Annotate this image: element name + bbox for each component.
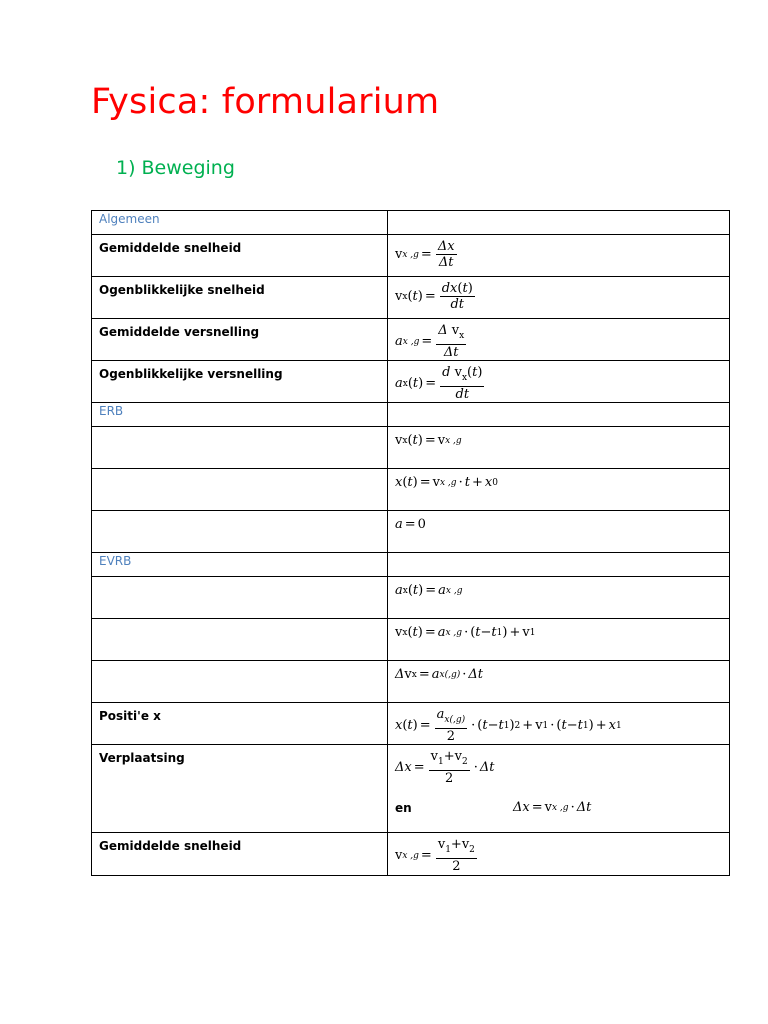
table-row (92, 833, 730, 876)
formula-cell (388, 511, 730, 553)
group-header-evrb: EVRB (92, 553, 388, 577)
formula-cell (388, 469, 730, 511)
section-number: 1) (116, 157, 136, 179)
page-title: Fysica: formularium (91, 82, 440, 122)
formula-evrb-delta-velocity: Δ v x = a x(,g) · Δt (395, 667, 483, 682)
table-row (92, 319, 730, 361)
row-label (92, 511, 388, 553)
formula-evrb-position: x ( t ) = $\frac{a_{x(,g)}}{2}$ · ( t − t 1 ) 2 + v 1 · ( t − t 1 ) + x 1 (395, 707, 622, 744)
table-row (92, 745, 730, 833)
row-label: Verplaatsing (92, 745, 388, 833)
table-row (92, 361, 730, 403)
table-row (92, 703, 730, 745)
row-label (92, 619, 388, 661)
formula-evrb-acceleration: a x ( t ) = a x ,g (395, 583, 463, 598)
formula-cell (388, 703, 730, 745)
formula-cell (388, 403, 730, 427)
table-row (92, 211, 730, 235)
table-row (92, 427, 730, 469)
en-label: en (395, 800, 412, 815)
section-label: Beweging (141, 157, 235, 179)
table-row (92, 511, 730, 553)
formula-cell (388, 427, 730, 469)
formula-instant-velocity: v x ( t ) = $\frac{dx(t)}{dt}$ (395, 281, 473, 312)
table-row (92, 553, 730, 577)
row-label (92, 577, 388, 619)
formula-cell (388, 235, 730, 277)
formula-erb-acceleration: a = 0 (395, 517, 426, 532)
formula-cell (388, 661, 730, 703)
row-label: Positi'e x (92, 703, 388, 745)
formula-cell (388, 833, 730, 876)
formula-cell (388, 577, 730, 619)
formula-average-velocity: v x ,g = $\frac{\Delta x}{\Delta t}$ (395, 239, 455, 270)
table-row (92, 661, 730, 703)
section-heading (116, 157, 235, 179)
formula-cell (388, 619, 730, 661)
formula-cell (388, 553, 730, 577)
row-label (92, 427, 388, 469)
formula-cell (388, 211, 730, 235)
table-row (92, 235, 730, 277)
formula-instant-acceleration: a x ( t ) = $\frac{d v_x(t)}{dt}$ (395, 365, 483, 402)
row-label: Gemiddelde snelheid (92, 235, 388, 277)
formula-cell (388, 361, 730, 403)
row-label: Ogenblikkelijke versnelling (92, 361, 388, 403)
formula-evrb-velocity: v x ( t ) = a x ,g · ( t − t 1 ) + v 1 (395, 625, 536, 640)
group-header-erb: ERB (92, 403, 388, 427)
row-label (92, 661, 388, 703)
alternate-formula-row (395, 800, 729, 815)
row-label: Gemiddelde versnelling (92, 319, 388, 361)
formula-average-acceleration: a x ,g = $\frac{\Delta v_x}{\Delta t}$ (395, 323, 465, 360)
formula-average-velocity-evrb: v x ,g = $\frac{v_1+v_2}{2}$ (395, 837, 475, 874)
group-header-algemeen: Algemeen (92, 211, 388, 235)
formula-table (91, 210, 730, 876)
formula-erb-velocity: v x ( t ) = v x ,g (395, 433, 462, 448)
table-row (92, 619, 730, 661)
formula-cell (388, 745, 730, 833)
formula-erb-position: x ( t ) = v x ,g · t + x 0 (395, 475, 498, 490)
table-row (92, 403, 730, 427)
formula-displacement-alt: Δx = v x ,g · Δt (513, 800, 592, 815)
formula-displacement: Δx = $\frac{v_1+v_2}{2}$ · Δt (395, 749, 495, 786)
table-row (92, 277, 730, 319)
row-label: Gemiddelde snelheid (92, 833, 388, 876)
table-row (92, 577, 730, 619)
row-label: Ogenblikkelijke snelheid (92, 277, 388, 319)
formula-cell (388, 277, 730, 319)
table-row (92, 469, 730, 511)
row-label (92, 469, 388, 511)
formula-cell (388, 319, 730, 361)
